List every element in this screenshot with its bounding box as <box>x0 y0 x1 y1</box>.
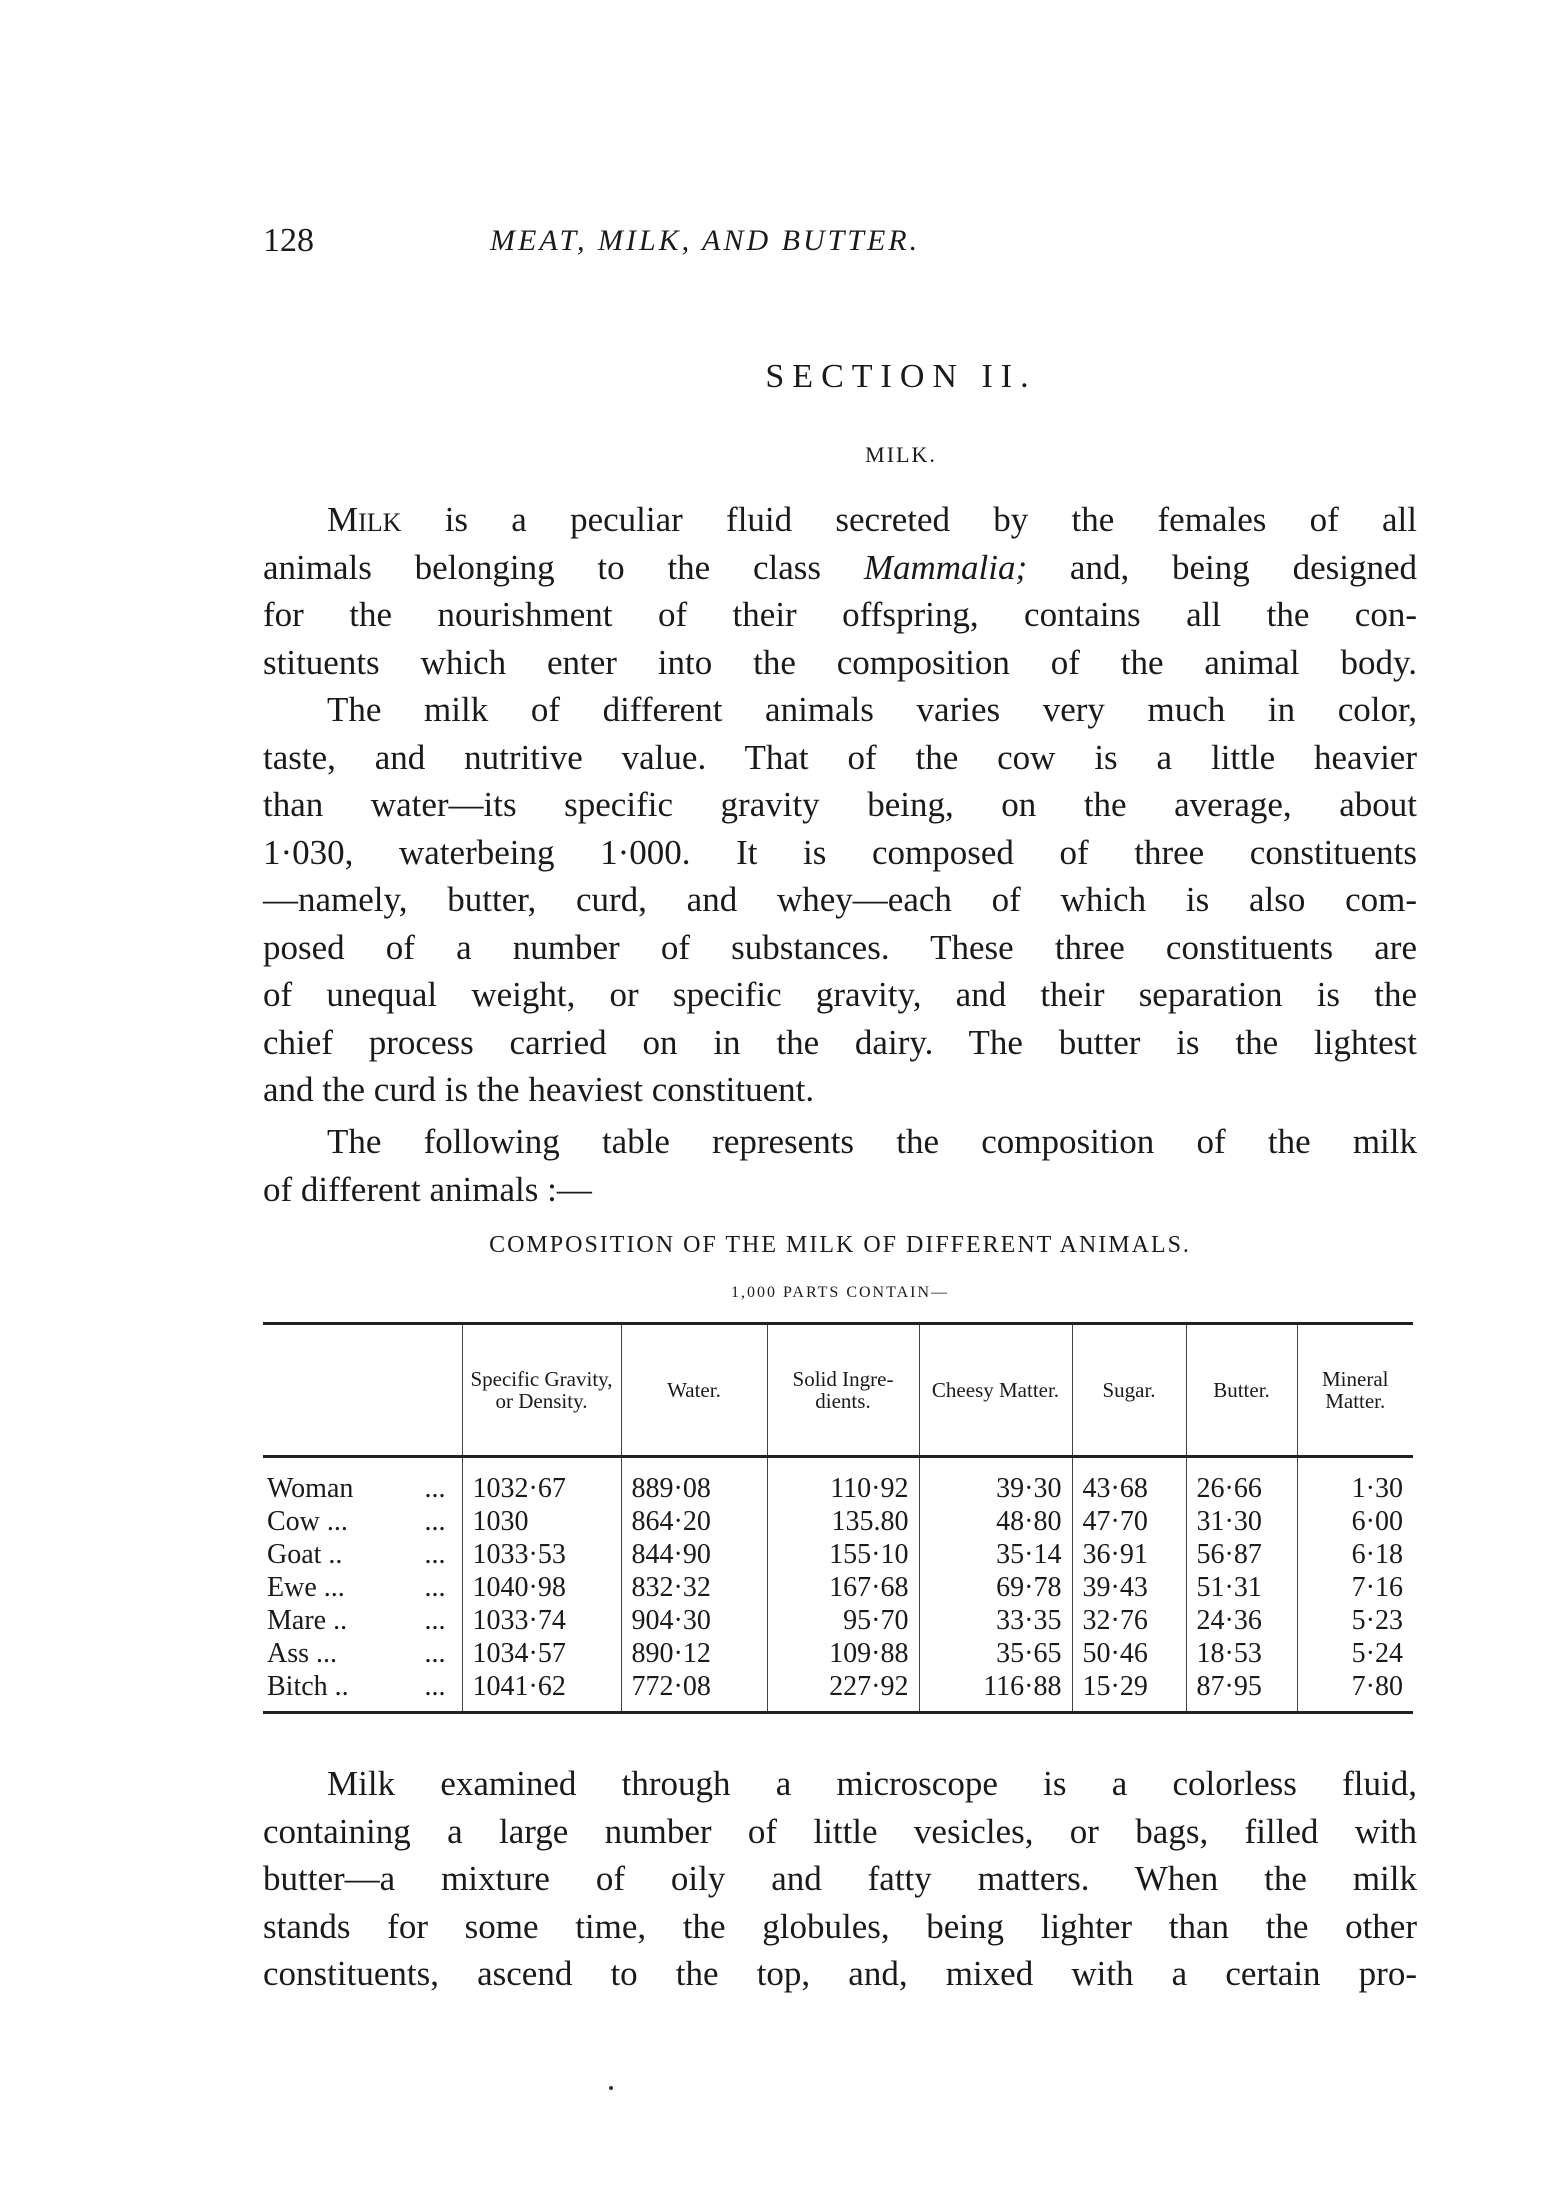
column-header: Butter. <box>1186 1324 1297 1457</box>
value-cell: 39·30 <box>919 1457 1072 1506</box>
value-cell: 1034·57 <box>462 1637 621 1670</box>
value-cell: 889·08 <box>621 1457 767 1506</box>
value-cell: 7·80 <box>1297 1670 1413 1713</box>
value-cell: 43·68 <box>1072 1457 1186 1506</box>
value-cell: 772·08 <box>621 1670 767 1713</box>
text-line: stands for some time, the globules, being lighter than the other <box>263 1906 1417 1946</box>
leader-dots: ... <box>424 1671 446 1702</box>
value-cell: 18·53 <box>1186 1637 1297 1670</box>
value-cell: 1041·62 <box>462 1670 621 1713</box>
text-line: of unequal weight, or specific gravity, and their separation is the <box>263 975 1417 1014</box>
text-line: chief process carried on in the dairy. The butter is the lightest <box>263 1022 1417 1062</box>
table-subcaption: 1,000 PARTS CONTAIN— <box>730 1284 950 1301</box>
paragraph-3 <box>263 1118 1417 1213</box>
value-cell: 5·24 <box>1297 1637 1413 1670</box>
value-cell: 844·90 <box>621 1538 767 1571</box>
text: is a peculiar fluid secreted by the females of all <box>401 500 1417 539</box>
animal-cell <box>263 1604 462 1637</box>
text-line: posed of a number of substances. These three constituents are <box>263 927 1417 967</box>
leader-dots: ... <box>424 1539 446 1570</box>
value-cell: 167·68 <box>767 1571 919 1604</box>
text-line: constituents, ascend to the top, and, mixed with a certain pro- <box>263 1954 1417 1993</box>
text-line <box>263 544 1417 592</box>
animal-name: Mare .. <box>267 1605 348 1636</box>
table-row <box>263 1571 1413 1604</box>
text-line: stituents which enter into the composition of the animal body. <box>263 642 1417 682</box>
animal-name: Ewe ... <box>267 1572 345 1603</box>
running-title: MEAT, MILK, AND BUTTER. <box>490 224 921 257</box>
value-cell: 864·20 <box>621 1505 767 1538</box>
text-line: of different animals :— <box>263 1169 592 1209</box>
value-cell: 87·95 <box>1186 1670 1297 1713</box>
animal-name: Goat .. <box>267 1539 343 1570</box>
column-header: Mineral Matter. <box>1297 1324 1413 1457</box>
value-cell: 6·18 <box>1297 1538 1413 1571</box>
column-header: Cheesy Matter. <box>919 1324 1072 1457</box>
leader-dots: ... <box>424 1473 446 1504</box>
value-cell: 35·65 <box>919 1637 1072 1670</box>
table-row <box>263 1505 1413 1538</box>
section-title: SECTION II. <box>765 358 1037 395</box>
value-cell: 32·76 <box>1072 1604 1186 1637</box>
paragraph-1 <box>263 496 1417 686</box>
value-cell: 135.80 <box>767 1505 919 1538</box>
text-line: The following table represents the composition of the milk <box>327 1122 1417 1161</box>
value-cell: 35·14 <box>919 1538 1072 1571</box>
subheading: MILK. <box>865 442 937 467</box>
value-cell: 832·32 <box>621 1571 767 1604</box>
print-speck <box>609 2086 613 2090</box>
text-line: for the nourishment of their offspring, contains all the con- <box>263 595 1417 634</box>
value-cell: 1033·53 <box>462 1538 621 1571</box>
value-cell: 227·92 <box>767 1670 919 1713</box>
leader-dots: ... <box>424 1572 446 1603</box>
table-row <box>263 1604 1413 1637</box>
value-cell: 116·88 <box>919 1670 1072 1713</box>
animal-cell <box>263 1571 462 1604</box>
value-cell: 1033·74 <box>462 1604 621 1637</box>
value-cell: 1032·67 <box>462 1457 621 1506</box>
milk-composition-table <box>263 1322 1413 1714</box>
animal-cell <box>263 1670 462 1713</box>
initial-word: M <box>327 500 359 539</box>
paragraph-2 <box>263 686 1417 1114</box>
animal-cell <box>263 1457 462 1506</box>
leader-dots: ... <box>424 1638 446 1669</box>
column-header: Sugar. <box>1072 1324 1186 1457</box>
value-cell: 7·16 <box>1297 1571 1413 1604</box>
animal-cell <box>263 1637 462 1670</box>
value-cell: 110·92 <box>767 1457 919 1506</box>
table-caption: COMPOSITION OF THE MILK OF DIFFERENT ANIMALS. <box>489 1232 1191 1258</box>
animal-name: Woman <box>267 1473 354 1504</box>
value-cell: 5·23 <box>1297 1604 1413 1637</box>
leader-dots: ... <box>424 1605 446 1636</box>
value-cell: 155·10 <box>767 1538 919 1571</box>
column-header: Specific Gravity, or Density. <box>462 1324 621 1457</box>
italic-term: Mammalia; <box>863 547 1028 587</box>
value-cell: 95·70 <box>767 1604 919 1637</box>
text-line: butter—a mixture of oily and fatty matters. When the milk <box>263 1859 1417 1898</box>
value-cell: 24·36 <box>1186 1604 1297 1637</box>
text-line: 1·030, waterbeing 1·000. It is composed of three constituents <box>263 832 1417 872</box>
text-line: and the curd is the heaviest constituent. <box>263 1070 815 1109</box>
animal-name: Cow ... <box>267 1506 348 1537</box>
value-cell: 56·87 <box>1186 1538 1297 1571</box>
value-cell: 890·12 <box>621 1637 767 1670</box>
table-row <box>263 1670 1413 1713</box>
value-cell: 48·80 <box>919 1505 1072 1538</box>
value-cell: 109·88 <box>767 1637 919 1670</box>
value-cell: 904·30 <box>621 1604 767 1637</box>
table-row <box>263 1538 1413 1571</box>
page-number: 128 <box>263 222 314 259</box>
text-line <box>263 496 1417 544</box>
text-line: —namely, butter, curd, and whey—each of which is also com- <box>263 880 1417 919</box>
value-cell: 1030 <box>462 1505 621 1538</box>
animal-name: Bitch .. <box>267 1671 349 1702</box>
column-header: Solid Ingre- dients. <box>767 1324 919 1457</box>
value-cell: 69·78 <box>919 1571 1072 1604</box>
value-cell: 6·00 <box>1297 1505 1413 1538</box>
value-cell: 50·46 <box>1072 1637 1186 1670</box>
value-cell: 47·70 <box>1072 1505 1186 1538</box>
column-header: Water. <box>621 1324 767 1457</box>
text: and, being designed <box>1027 547 1417 587</box>
value-cell: 31·30 <box>1186 1505 1297 1538</box>
column-header <box>263 1324 462 1457</box>
paragraph-4 <box>263 1760 1417 1998</box>
value-cell: 1·30 <box>1297 1457 1413 1506</box>
value-cell: 36·91 <box>1072 1538 1186 1571</box>
leader-dots: ... <box>424 1506 446 1537</box>
animal-name: Ass ... <box>267 1638 338 1669</box>
value-cell: 51·31 <box>1186 1571 1297 1604</box>
text-line: taste, and nutritive value. That of the cow is a little heavier <box>263 737 1417 777</box>
table-row <box>263 1637 1413 1670</box>
value-cell: 1040·98 <box>462 1571 621 1604</box>
text-line: than water—its specific gravity being, on the average, about <box>263 785 1417 824</box>
value-cell: 15·29 <box>1072 1670 1186 1713</box>
text-line: The milk of different animals varies very much in color, <box>327 690 1417 729</box>
table-row <box>263 1457 1413 1506</box>
text-line: containing a large number of little vesicles, or bags, filled with <box>263 1811 1417 1851</box>
value-cell: 39·43 <box>1072 1571 1186 1604</box>
animal-cell <box>263 1505 462 1538</box>
value-cell: 33·35 <box>919 1604 1072 1637</box>
text-line: Milk examined through a microscope is a colorless fluid, <box>327 1764 1417 1803</box>
initial-word-rest: ILK <box>358 508 402 537</box>
value-cell: 26·66 <box>1186 1457 1297 1506</box>
text: animals belonging to the class <box>263 547 864 587</box>
animal-cell <box>263 1538 462 1571</box>
